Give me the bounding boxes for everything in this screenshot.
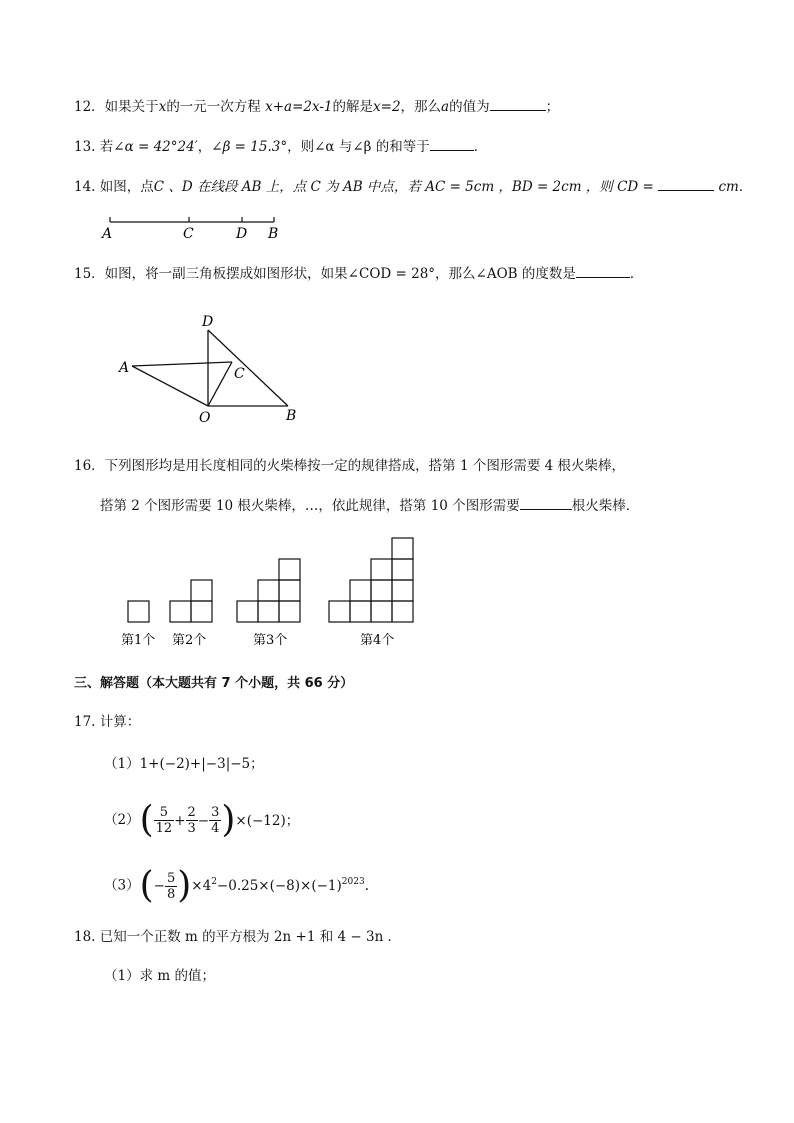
vertex-label-b: B [286, 408, 297, 424]
answer-blank[interactable] [658, 176, 714, 191]
figure-caption-4: 第4个 [360, 633, 395, 648]
fraction: $\frac{3}{4}$ [211, 805, 220, 836]
vertex-label-c: C [234, 366, 245, 382]
vertex-label-d: D [202, 314, 214, 330]
question-13: 13. 若∠α = 42°24′，∠β = 15.3°，则∠α 与∠β 的和等于 ． [74, 136, 487, 157]
question-14: 14. 如图，点C 、D 在线段 AB 上，点 C 为 AB 中点，若 AC = 5cm ，BD = 2cm ，则 CD = cm． [74, 176, 752, 197]
fraction: $\frac{5}{12}$ [155, 805, 173, 836]
answer-blank[interactable] [576, 263, 630, 278]
question-17: 17. 计算： [74, 714, 141, 730]
q18-part1: （1）求 m 的值； [104, 968, 215, 984]
q17-part2: （2）( $\frac{5}{12}$ + $\frac{2}{3}$ − $\frac{3}{4}$ )×(−12)； [104, 799, 300, 841]
question-18: 18. 已知一个正数 m 的平方根为 2n +1 和 4 − 3n ． [74, 929, 402, 945]
figure-caption-1: 第1个 [121, 633, 156, 648]
fraction: $\frac{5}{8}$ [166, 870, 176, 902]
figure-caption-3: 第3个 [253, 633, 288, 648]
triangle-figure [112, 310, 312, 430]
figure-caption-2: 第2个 [172, 633, 207, 648]
point-label-b: B [268, 226, 279, 242]
point-label-c: C [183, 226, 194, 242]
section-title: 三、解答题（本大题共有 7 个小题，共 66 分） [74, 676, 354, 691]
q17-part1: （1）1+(−2)+|−3|−5； [104, 756, 264, 772]
answer-blank[interactable] [490, 96, 546, 111]
segment-figure [98, 210, 288, 242]
point-label-d: D [236, 226, 248, 242]
question-15: 15．如图，将一副三角板摆成如图形状，如果∠COD = 28°，那么∠AOB 的度数是 ． [74, 263, 643, 284]
question-16-line2: 搭第 2 个图形需要 10 根火柴棒，…，依此规律，搭第 10 个图形需要 根火柴棒． [100, 495, 639, 516]
answer-blank[interactable] [520, 495, 572, 510]
matchstick-figures [110, 530, 430, 654]
q17-part3: （3）(− $\frac{5}{8}$ )$\times 4^2-0.25\times(-8)\times(-1)^{2023}$. [104, 865, 369, 906]
fraction: $\frac{2}{3}$ [187, 805, 196, 836]
vertex-label-a: A [119, 360, 130, 376]
point-label-a: A [102, 226, 113, 242]
answer-blank[interactable] [430, 136, 474, 151]
question-12: 12．如果关于x的一元一次方程 x+a=2x-1的解是x=2，那么a的值为 ； [74, 96, 559, 117]
question-16: 16．下列图形均是用长度相同的火柴棒按一定的规律搭成，搭第 1 个图形需要 4 根火柴棒， [74, 458, 626, 474]
vertex-label-o: O [199, 410, 211, 426]
